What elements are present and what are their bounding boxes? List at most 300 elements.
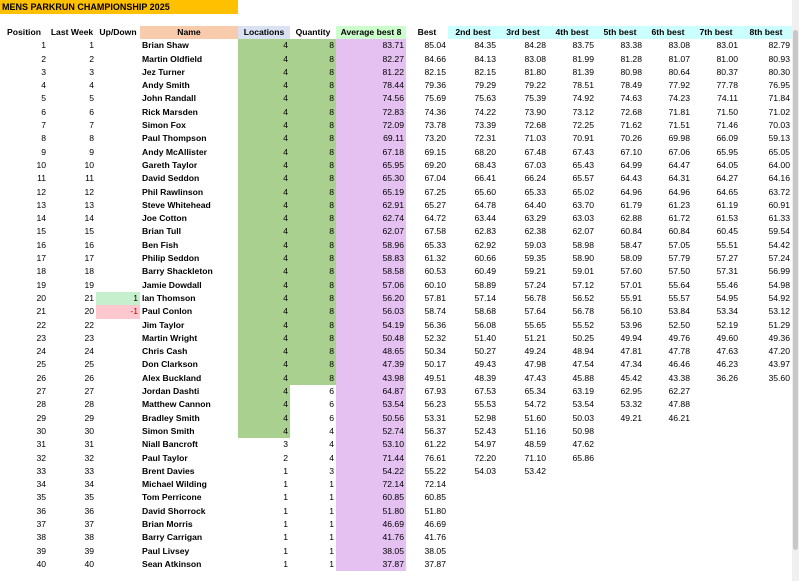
best-time-cell[interactable]: 55.52 bbox=[572, 319, 594, 330]
position-cell[interactable]: 15 bbox=[36, 226, 46, 237]
up-down-cell[interactable] bbox=[96, 425, 140, 438]
name-cell[interactable]: Brian Morris bbox=[142, 518, 193, 529]
quantity-cell[interactable]: 8 bbox=[290, 305, 336, 318]
up-down-cell[interactable] bbox=[96, 159, 140, 172]
best-time-cell[interactable]: 47.88 bbox=[668, 399, 690, 410]
position-cell[interactable]: 40 bbox=[36, 558, 46, 569]
best-time-cell[interactable]: 49.94 bbox=[620, 332, 642, 343]
position-cell[interactable]: 5 bbox=[41, 93, 46, 104]
position-cell[interactable]: 8 bbox=[41, 133, 46, 144]
best-time-cell[interactable]: 65.05 bbox=[768, 146, 790, 157]
position-cell[interactable]: 14 bbox=[36, 213, 46, 224]
best-time-cell[interactable] bbox=[498, 545, 548, 558]
best-time-cell[interactable]: 74.36 bbox=[424, 106, 446, 117]
best-time-cell[interactable]: 81.00 bbox=[716, 53, 738, 64]
best-time-cell[interactable] bbox=[498, 491, 548, 504]
best-time-cell[interactable]: 51.16 bbox=[524, 425, 546, 436]
up-down-cell[interactable] bbox=[96, 252, 140, 265]
best-time-cell[interactable]: 59.03 bbox=[524, 239, 546, 250]
best-time-cell[interactable]: 51.80 bbox=[424, 505, 446, 516]
best-time-cell[interactable] bbox=[596, 545, 644, 558]
best-time-cell[interactable]: 75.69 bbox=[424, 93, 446, 104]
average-cell[interactable]: 83.71 bbox=[336, 39, 406, 52]
best-time-cell[interactable] bbox=[692, 491, 740, 504]
best-time-cell[interactable]: 65.43 bbox=[572, 159, 594, 170]
best-time-cell[interactable]: 64.05 bbox=[716, 159, 738, 170]
up-down-cell[interactable] bbox=[96, 172, 140, 185]
best-time-cell[interactable] bbox=[548, 491, 596, 504]
name-cell[interactable]: Barry Shackleton bbox=[142, 266, 213, 277]
up-down-cell[interactable] bbox=[96, 79, 140, 92]
best-time-cell[interactable]: 48.59 bbox=[524, 439, 546, 450]
column-header[interactable]: Average best 8 bbox=[336, 26, 406, 39]
up-down-cell[interactable] bbox=[96, 558, 140, 571]
best-time-cell[interactable]: 54.92 bbox=[768, 292, 790, 303]
best-time-cell[interactable] bbox=[740, 398, 792, 411]
position-cell[interactable]: 36 bbox=[36, 505, 46, 516]
best-time-cell[interactable] bbox=[692, 385, 740, 398]
best-time-cell[interactable]: 85.04 bbox=[424, 40, 446, 51]
name-cell[interactable]: Jamie Dowdall bbox=[142, 279, 202, 290]
best-time-cell[interactable] bbox=[692, 425, 740, 438]
name-cell[interactable]: Paul Thompson bbox=[142, 133, 207, 144]
best-time-cell[interactable]: 49.60 bbox=[716, 332, 738, 343]
best-time-cell[interactable]: 51.40 bbox=[474, 332, 496, 343]
last-week-cell[interactable]: 12 bbox=[84, 186, 94, 197]
locations-cell[interactable]: 1 bbox=[283, 532, 288, 543]
best-time-cell[interactable] bbox=[448, 545, 498, 558]
best-time-cell[interactable] bbox=[692, 398, 740, 411]
best-time-cell[interactable]: 81.80 bbox=[524, 66, 546, 77]
best-time-cell[interactable] bbox=[548, 531, 596, 544]
best-time-cell[interactable]: 65.33 bbox=[424, 239, 446, 250]
best-time-cell[interactable]: 45.42 bbox=[620, 372, 642, 383]
last-week-cell[interactable]: 27 bbox=[84, 386, 94, 397]
average-cell[interactable]: 50.48 bbox=[336, 332, 406, 345]
quantity-cell[interactable]: 4 bbox=[329, 439, 334, 450]
best-time-cell[interactable]: 64.00 bbox=[768, 159, 790, 170]
average-cell[interactable]: 56.20 bbox=[336, 292, 406, 305]
position-cell[interactable]: 9 bbox=[41, 146, 46, 157]
best-time-cell[interactable]: 66.24 bbox=[524, 173, 546, 184]
name-cell[interactable]: Rick Marsden bbox=[142, 106, 198, 117]
best-time-cell[interactable]: 60.84 bbox=[668, 226, 690, 237]
best-time-cell[interactable]: 59.54 bbox=[768, 226, 790, 237]
best-time-cell[interactable]: 69.98 bbox=[668, 133, 690, 144]
best-time-cell[interactable]: 78.51 bbox=[572, 80, 594, 91]
best-time-cell[interactable]: 71.84 bbox=[768, 93, 790, 104]
best-time-cell[interactable]: 84.66 bbox=[424, 53, 446, 64]
name-cell[interactable]: Andy Smith bbox=[142, 80, 190, 91]
best-time-cell[interactable]: 62.95 bbox=[620, 386, 642, 397]
best-time-cell[interactable]: 63.70 bbox=[572, 199, 594, 210]
name-cell[interactable]: Philip Seddon bbox=[142, 253, 200, 264]
average-cell[interactable]: 47.39 bbox=[336, 358, 406, 371]
best-time-cell[interactable]: 67.53 bbox=[474, 386, 496, 397]
name-cell[interactable]: Simon Smith bbox=[142, 425, 195, 436]
name-cell[interactable]: Ian Thomson bbox=[142, 292, 196, 303]
up-down-cell[interactable] bbox=[96, 398, 140, 411]
last-week-cell[interactable]: 7 bbox=[89, 120, 94, 131]
best-time-cell[interactable]: 53.54 bbox=[572, 399, 594, 410]
locations-cell[interactable]: 4 bbox=[238, 146, 290, 159]
best-time-cell[interactable] bbox=[548, 518, 596, 531]
best-time-cell[interactable]: 50.17 bbox=[424, 359, 446, 370]
locations-cell[interactable]: 4 bbox=[238, 92, 290, 105]
average-cell[interactable]: 54.19 bbox=[336, 319, 406, 332]
quantity-cell[interactable]: 8 bbox=[290, 225, 336, 238]
best-time-cell[interactable]: 48.39 bbox=[474, 372, 496, 383]
name-cell[interactable]: Paul Taylor bbox=[142, 452, 188, 463]
quantity-cell[interactable]: 8 bbox=[290, 66, 336, 79]
best-time-cell[interactable]: 65.33 bbox=[524, 186, 546, 197]
best-time-cell[interactable]: 80.30 bbox=[768, 66, 790, 77]
up-down-cell[interactable] bbox=[96, 478, 140, 491]
best-time-cell[interactable]: 82.15 bbox=[474, 66, 496, 77]
column-header[interactable]: Quantity bbox=[290, 26, 336, 39]
best-time-cell[interactable]: 49.24 bbox=[524, 346, 546, 357]
best-time-cell[interactable]: 36.26 bbox=[716, 372, 738, 383]
best-time-cell[interactable] bbox=[740, 425, 792, 438]
best-time-cell[interactable]: 79.36 bbox=[424, 80, 446, 91]
position-cell[interactable]: 13 bbox=[36, 199, 46, 210]
locations-cell[interactable]: 4 bbox=[238, 332, 290, 345]
best-time-cell[interactable]: 46.69 bbox=[424, 518, 446, 529]
best-time-cell[interactable]: 65.34 bbox=[524, 386, 546, 397]
locations-cell[interactable]: 4 bbox=[238, 358, 290, 371]
best-time-cell[interactable] bbox=[692, 452, 740, 465]
scrollbar-thumb[interactable] bbox=[793, 30, 798, 550]
best-time-cell[interactable]: 47.98 bbox=[524, 359, 546, 370]
best-time-cell[interactable]: 65.86 bbox=[572, 452, 594, 463]
best-time-cell[interactable]: 55.64 bbox=[668, 279, 690, 290]
last-week-cell[interactable]: 31 bbox=[84, 439, 94, 450]
best-time-cell[interactable]: 72.68 bbox=[620, 106, 642, 117]
name-cell[interactable]: David Shorrock bbox=[142, 505, 206, 516]
best-time-cell[interactable]: 57.31 bbox=[716, 266, 738, 277]
best-time-cell[interactable]: 64.78 bbox=[474, 199, 496, 210]
position-cell[interactable]: 29 bbox=[36, 412, 46, 423]
locations-cell[interactable]: 3 bbox=[283, 439, 288, 450]
best-time-cell[interactable]: 59.21 bbox=[524, 266, 546, 277]
best-time-cell[interactable]: 71.02 bbox=[768, 106, 790, 117]
best-time-cell[interactable]: 57.01 bbox=[620, 279, 642, 290]
average-cell[interactable]: 53.10 bbox=[336, 438, 406, 451]
locations-cell[interactable]: 4 bbox=[238, 385, 290, 398]
quantity-cell[interactable]: 1 bbox=[329, 545, 334, 556]
column-header[interactable]: 6th best bbox=[644, 26, 692, 39]
quantity-cell[interactable]: 8 bbox=[290, 159, 336, 172]
position-cell[interactable]: 34 bbox=[36, 479, 46, 490]
best-time-cell[interactable]: 52.43 bbox=[474, 425, 496, 436]
best-time-cell[interactable]: 72.14 bbox=[424, 479, 446, 490]
position-cell[interactable]: 21 bbox=[36, 306, 46, 317]
quantity-cell[interactable]: 8 bbox=[290, 319, 336, 332]
best-time-cell[interactable]: 70.03 bbox=[768, 120, 790, 131]
name-cell[interactable]: Steve Whitehead bbox=[142, 199, 211, 210]
average-cell[interactable]: 65.30 bbox=[336, 172, 406, 185]
best-time-cell[interactable]: 56.78 bbox=[572, 306, 594, 317]
last-week-cell[interactable]: 9 bbox=[89, 146, 94, 157]
best-time-cell[interactable] bbox=[692, 478, 740, 491]
position-cell[interactable]: 38 bbox=[36, 532, 46, 543]
quantity-cell[interactable]: 8 bbox=[290, 239, 336, 252]
best-time-cell[interactable]: 49.43 bbox=[474, 359, 496, 370]
best-time-cell[interactable]: 73.12 bbox=[572, 106, 594, 117]
column-header[interactable]: 7th best bbox=[692, 26, 740, 39]
column-header[interactable]: 2nd best bbox=[448, 26, 498, 39]
up-down-cell[interactable] bbox=[96, 265, 140, 278]
average-cell[interactable]: 82.27 bbox=[336, 53, 406, 66]
last-week-cell[interactable]: 26 bbox=[84, 372, 94, 383]
quantity-cell[interactable]: 8 bbox=[290, 292, 336, 305]
best-time-cell[interactable] bbox=[740, 412, 792, 425]
last-week-cell[interactable]: 8 bbox=[89, 133, 94, 144]
best-time-cell[interactable]: 54.98 bbox=[768, 279, 790, 290]
best-time-cell[interactable]: 82.79 bbox=[768, 40, 790, 51]
best-time-cell[interactable]: 62.88 bbox=[620, 213, 642, 224]
best-time-cell[interactable]: 67.04 bbox=[424, 173, 446, 184]
best-time-cell[interactable] bbox=[740, 465, 792, 478]
best-time-cell[interactable]: 53.42 bbox=[524, 465, 546, 476]
up-down-cell[interactable] bbox=[96, 332, 140, 345]
quantity-cell[interactable]: 8 bbox=[290, 199, 336, 212]
quantity-cell[interactable]: 8 bbox=[290, 119, 336, 132]
quantity-cell[interactable]: 4 bbox=[329, 452, 334, 463]
best-time-cell[interactable]: 71.10 bbox=[524, 452, 546, 463]
best-time-cell[interactable] bbox=[692, 558, 740, 571]
best-time-cell[interactable]: 58.90 bbox=[572, 253, 594, 264]
best-time-cell[interactable]: 56.36 bbox=[424, 319, 446, 330]
best-time-cell[interactable]: 50.98 bbox=[572, 425, 594, 436]
best-time-cell[interactable]: 47.81 bbox=[620, 346, 642, 357]
locations-cell[interactable]: 4 bbox=[238, 225, 290, 238]
locations-cell[interactable]: 1 bbox=[283, 465, 288, 476]
best-time-cell[interactable]: 61.22 bbox=[424, 439, 446, 450]
best-time-cell[interactable] bbox=[498, 558, 548, 571]
best-time-cell[interactable]: 52.98 bbox=[474, 412, 496, 423]
best-time-cell[interactable]: 70.91 bbox=[572, 133, 594, 144]
average-cell[interactable]: 58.83 bbox=[336, 252, 406, 265]
best-time-cell[interactable]: 65.02 bbox=[572, 186, 594, 197]
best-time-cell[interactable]: 59.35 bbox=[524, 253, 546, 264]
best-time-cell[interactable] bbox=[596, 505, 644, 518]
up-down-cell[interactable] bbox=[96, 372, 140, 385]
best-time-cell[interactable]: 57.79 bbox=[668, 253, 690, 264]
best-time-cell[interactable]: 58.89 bbox=[474, 279, 496, 290]
last-week-cell[interactable]: 3 bbox=[89, 66, 94, 77]
quantity-cell[interactable]: 8 bbox=[290, 172, 336, 185]
best-time-cell[interactable]: 55.65 bbox=[524, 319, 546, 330]
best-time-cell[interactable]: 84.35 bbox=[474, 40, 496, 51]
locations-cell[interactable]: 1 bbox=[283, 518, 288, 529]
best-time-cell[interactable] bbox=[740, 505, 792, 518]
best-time-cell[interactable] bbox=[644, 531, 692, 544]
best-time-cell[interactable] bbox=[692, 465, 740, 478]
up-down-cell[interactable] bbox=[96, 212, 140, 225]
best-time-cell[interactable] bbox=[548, 545, 596, 558]
best-time-cell[interactable]: 55.46 bbox=[716, 279, 738, 290]
best-time-cell[interactable]: 84.28 bbox=[524, 40, 546, 51]
quantity-cell[interactable]: 1 bbox=[329, 505, 334, 516]
best-time-cell[interactable]: 56.08 bbox=[474, 319, 496, 330]
best-time-cell[interactable] bbox=[596, 465, 644, 478]
best-time-cell[interactable]: 71.50 bbox=[716, 106, 738, 117]
best-time-cell[interactable]: 71.81 bbox=[668, 106, 690, 117]
locations-cell[interactable]: 1 bbox=[283, 558, 288, 569]
best-time-cell[interactable]: 63.29 bbox=[524, 213, 546, 224]
last-week-cell[interactable]: 6 bbox=[89, 106, 94, 117]
best-time-cell[interactable]: 54.72 bbox=[524, 399, 546, 410]
best-time-cell[interactable]: 70.26 bbox=[620, 133, 642, 144]
best-time-cell[interactable]: 64.31 bbox=[668, 173, 690, 184]
best-time-cell[interactable] bbox=[692, 531, 740, 544]
name-cell[interactable]: Jez Turner bbox=[142, 66, 185, 77]
column-header[interactable]: Last Week bbox=[48, 26, 96, 39]
best-time-cell[interactable]: 58.68 bbox=[474, 306, 496, 317]
name-cell[interactable]: Matthew Cannon bbox=[142, 399, 211, 410]
quantity-cell[interactable]: 6 bbox=[329, 412, 334, 423]
average-cell[interactable]: 46.69 bbox=[336, 518, 406, 531]
locations-cell[interactable]: 4 bbox=[238, 319, 290, 332]
best-time-cell[interactable] bbox=[692, 412, 740, 425]
best-time-cell[interactable]: 81.39 bbox=[572, 66, 594, 77]
up-down-cell[interactable] bbox=[96, 225, 140, 238]
up-down-cell[interactable] bbox=[96, 412, 140, 425]
last-week-cell[interactable]: 2 bbox=[89, 53, 94, 64]
position-cell[interactable]: 7 bbox=[41, 120, 46, 131]
average-cell[interactable]: 72.09 bbox=[336, 119, 406, 132]
best-time-cell[interactable]: 73.90 bbox=[524, 106, 546, 117]
average-cell[interactable]: 43.98 bbox=[336, 372, 406, 385]
best-time-cell[interactable]: 64.27 bbox=[716, 173, 738, 184]
up-down-cell[interactable] bbox=[96, 505, 140, 518]
average-cell[interactable]: 56.03 bbox=[336, 305, 406, 318]
position-cell[interactable]: 4 bbox=[41, 80, 46, 91]
last-week-cell[interactable]: 5 bbox=[89, 93, 94, 104]
best-time-cell[interactable] bbox=[740, 478, 792, 491]
quantity-cell[interactable]: 8 bbox=[290, 265, 336, 278]
best-time-cell[interactable] bbox=[448, 505, 498, 518]
up-down-cell[interactable] bbox=[96, 452, 140, 465]
average-cell[interactable]: 58.58 bbox=[336, 265, 406, 278]
best-time-cell[interactable]: 80.93 bbox=[768, 53, 790, 64]
best-time-cell[interactable]: 47.34 bbox=[620, 359, 642, 370]
best-time-cell[interactable]: 71.51 bbox=[668, 120, 690, 131]
position-cell[interactable]: 24 bbox=[36, 346, 46, 357]
average-cell[interactable]: 65.19 bbox=[336, 186, 406, 199]
best-time-cell[interactable]: 53.34 bbox=[716, 306, 738, 317]
best-time-cell[interactable] bbox=[548, 558, 596, 571]
average-cell[interactable]: 69.11 bbox=[336, 132, 406, 145]
best-time-cell[interactable]: 37.87 bbox=[424, 558, 446, 569]
quantity-cell[interactable]: 1 bbox=[329, 518, 334, 529]
best-time-cell[interactable]: 56.23 bbox=[424, 399, 446, 410]
best-time-cell[interactable] bbox=[644, 545, 692, 558]
best-time-cell[interactable]: 83.08 bbox=[524, 53, 546, 64]
position-cell[interactable]: 2 bbox=[41, 53, 46, 64]
position-cell[interactable]: 1 bbox=[41, 40, 46, 51]
quantity-cell[interactable]: 8 bbox=[290, 345, 336, 358]
best-time-cell[interactable]: 51.21 bbox=[524, 332, 546, 343]
locations-cell[interactable]: 4 bbox=[238, 172, 290, 185]
column-header[interactable]: 3rd best bbox=[498, 26, 548, 39]
best-time-cell[interactable]: 62.07 bbox=[572, 226, 594, 237]
average-cell[interactable]: 67.18 bbox=[336, 146, 406, 159]
average-cell[interactable]: 54.22 bbox=[336, 465, 406, 478]
locations-cell[interactable]: 4 bbox=[238, 239, 290, 252]
position-cell[interactable]: 26 bbox=[36, 372, 46, 383]
best-time-cell[interactable]: 63.03 bbox=[572, 213, 594, 224]
best-time-cell[interactable]: 83.38 bbox=[620, 40, 642, 51]
position-cell[interactable]: 12 bbox=[36, 186, 46, 197]
best-time-cell[interactable]: 52.50 bbox=[668, 319, 690, 330]
last-week-cell[interactable]: 18 bbox=[84, 266, 94, 277]
quantity-cell[interactable]: 8 bbox=[290, 186, 336, 199]
last-week-cell[interactable]: 16 bbox=[84, 239, 94, 250]
quantity-cell[interactable]: 8 bbox=[290, 279, 336, 292]
column-header[interactable]: Position bbox=[0, 26, 48, 39]
last-week-cell[interactable]: 35 bbox=[84, 492, 94, 503]
best-time-cell[interactable]: 65.60 bbox=[474, 186, 496, 197]
best-time-cell[interactable]: 57.14 bbox=[474, 292, 496, 303]
position-cell[interactable]: 11 bbox=[37, 173, 46, 184]
name-cell[interactable]: Michael Wilding bbox=[142, 479, 207, 490]
best-time-cell[interactable]: 49.21 bbox=[620, 412, 642, 423]
name-cell[interactable]: Paul Conlon bbox=[142, 306, 193, 317]
best-time-cell[interactable]: 54.42 bbox=[768, 239, 790, 250]
quantity-cell[interactable]: 8 bbox=[290, 106, 336, 119]
best-time-cell[interactable]: 50.27 bbox=[474, 346, 496, 357]
best-time-cell[interactable]: 64.96 bbox=[620, 186, 642, 197]
best-time-cell[interactable]: 80.37 bbox=[716, 66, 738, 77]
locations-cell[interactable]: 1 bbox=[283, 479, 288, 490]
best-time-cell[interactable] bbox=[644, 558, 692, 571]
best-time-cell[interactable]: 54.95 bbox=[716, 292, 738, 303]
name-cell[interactable]: Paul Livsey bbox=[142, 545, 190, 556]
best-time-cell[interactable]: 57.64 bbox=[524, 306, 546, 317]
best-time-cell[interactable]: 67.43 bbox=[572, 146, 594, 157]
best-time-cell[interactable]: 60.84 bbox=[620, 226, 642, 237]
locations-cell[interactable]: 1 bbox=[283, 492, 288, 503]
best-time-cell[interactable]: 80.64 bbox=[668, 66, 690, 77]
position-cell[interactable]: 6 bbox=[41, 106, 46, 117]
best-time-cell[interactable]: 51.60 bbox=[524, 412, 546, 423]
best-time-cell[interactable]: 57.24 bbox=[768, 253, 790, 264]
best-time-cell[interactable]: 55.57 bbox=[668, 292, 690, 303]
best-time-cell[interactable] bbox=[548, 505, 596, 518]
name-cell[interactable]: Andy McAllister bbox=[142, 146, 207, 157]
best-time-cell[interactable]: 55.51 bbox=[716, 239, 738, 250]
best-time-cell[interactable] bbox=[596, 478, 644, 491]
up-down-cell[interactable] bbox=[96, 358, 140, 371]
locations-cell[interactable]: 4 bbox=[238, 252, 290, 265]
average-cell[interactable]: 81.22 bbox=[336, 66, 406, 79]
best-time-cell[interactable] bbox=[448, 531, 498, 544]
best-time-cell[interactable]: 61.53 bbox=[716, 213, 738, 224]
best-time-cell[interactable]: 79.22 bbox=[524, 80, 546, 91]
locations-cell[interactable]: 4 bbox=[238, 199, 290, 212]
best-time-cell[interactable] bbox=[644, 465, 692, 478]
locations-cell[interactable]: 4 bbox=[238, 132, 290, 145]
average-cell[interactable]: 60.85 bbox=[336, 491, 406, 504]
best-time-cell[interactable]: 61.79 bbox=[620, 199, 642, 210]
best-time-cell[interactable]: 50.34 bbox=[424, 346, 446, 357]
locations-cell[interactable]: 1 bbox=[283, 545, 288, 556]
position-cell[interactable]: 25 bbox=[36, 359, 46, 370]
best-time-cell[interactable]: 61.33 bbox=[768, 213, 790, 224]
locations-cell[interactable]: 4 bbox=[238, 372, 290, 385]
